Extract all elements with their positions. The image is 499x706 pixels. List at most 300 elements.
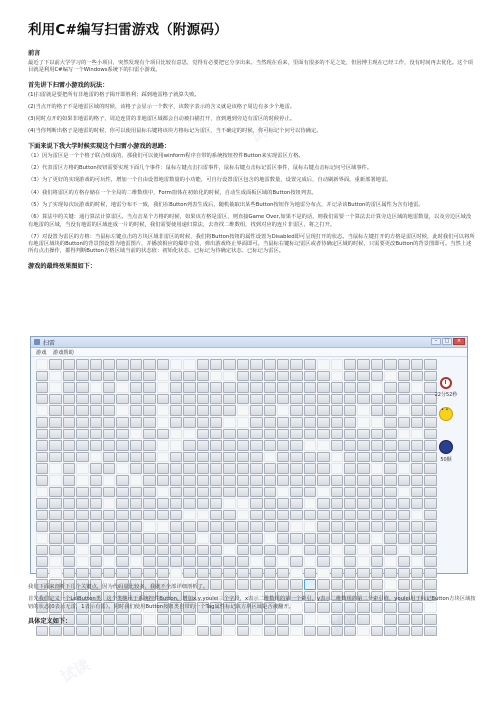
mine-cell[interactable] bbox=[157, 394, 169, 405]
mine-cell[interactable] bbox=[49, 521, 61, 532]
mine-cell[interactable] bbox=[143, 382, 155, 393]
mine-cell[interactable] bbox=[357, 498, 369, 509]
mine-cell[interactable] bbox=[411, 405, 423, 416]
mine-cell[interactable] bbox=[116, 533, 128, 544]
mine-cell[interactable] bbox=[143, 533, 155, 544]
mine-cell[interactable] bbox=[250, 359, 262, 370]
mine-cell[interactable] bbox=[143, 440, 155, 451]
mine-cell[interactable] bbox=[304, 463, 316, 474]
mine-cell[interactable] bbox=[411, 498, 423, 509]
mine-cell[interactable] bbox=[103, 568, 115, 579]
mine-cell[interactable] bbox=[36, 475, 48, 486]
mine-cell[interactable] bbox=[317, 371, 329, 382]
mine-cell[interactable] bbox=[304, 568, 316, 579]
mine-cell[interactable] bbox=[398, 417, 410, 428]
mine-cell[interactable] bbox=[264, 463, 276, 474]
mine-cell[interactable] bbox=[76, 568, 88, 579]
mine-cell[interactable] bbox=[371, 487, 383, 498]
mine-cell[interactable] bbox=[116, 463, 128, 474]
mine-cell[interactable] bbox=[170, 429, 182, 440]
mine-cell[interactable] bbox=[197, 405, 209, 416]
mine-cell[interactable] bbox=[157, 371, 169, 382]
smiley-face-icon[interactable] bbox=[439, 407, 453, 421]
mine-cell[interactable] bbox=[143, 510, 155, 521]
mine-cell[interactable] bbox=[398, 394, 410, 405]
mine-cell[interactable] bbox=[304, 487, 316, 498]
mine-cell[interactable] bbox=[90, 498, 102, 509]
mine-cell[interactable] bbox=[398, 463, 410, 474]
mine-cell[interactable] bbox=[49, 556, 61, 567]
mine-cell[interactable] bbox=[411, 568, 423, 579]
mine-cell[interactable] bbox=[331, 487, 343, 498]
mine-cell[interactable] bbox=[371, 521, 383, 532]
mine-cell[interactable] bbox=[170, 568, 182, 579]
mine-cell[interactable] bbox=[36, 521, 48, 532]
mine-cell[interactable] bbox=[290, 463, 302, 474]
mine-cell[interactable] bbox=[384, 533, 396, 544]
mine-cell[interactable] bbox=[371, 417, 383, 428]
mine-cell[interactable] bbox=[304, 371, 316, 382]
mine-cell[interactable] bbox=[398, 568, 410, 579]
mine-cell[interactable] bbox=[130, 359, 142, 370]
mine-cell[interactable] bbox=[317, 568, 329, 579]
mine-cell[interactable] bbox=[90, 487, 102, 498]
mine-cell[interactable] bbox=[237, 452, 249, 463]
mine-cell[interactable] bbox=[424, 556, 436, 567]
mine-cell[interactable] bbox=[317, 394, 329, 405]
mine-cell[interactable] bbox=[264, 382, 276, 393]
mine-cell[interactable] bbox=[143, 394, 155, 405]
mine-cell[interactable] bbox=[250, 417, 262, 428]
mine-cell[interactable] bbox=[183, 394, 195, 405]
mine-cell[interactable] bbox=[277, 533, 289, 544]
mine-cell[interactable] bbox=[157, 452, 169, 463]
mine-cell[interactable] bbox=[103, 545, 115, 556]
mine-cell[interactable] bbox=[76, 394, 88, 405]
minimize-button[interactable]: – bbox=[431, 338, 441, 345]
mine-cell[interactable] bbox=[290, 359, 302, 370]
mine-cell[interactable] bbox=[250, 463, 262, 474]
mine-cell[interactable] bbox=[264, 394, 276, 405]
mine-cell[interactable] bbox=[210, 382, 222, 393]
mine-cell[interactable] bbox=[116, 498, 128, 509]
mine-cell[interactable] bbox=[223, 394, 235, 405]
mine-cell[interactable] bbox=[36, 533, 48, 544]
mine-cell[interactable] bbox=[290, 429, 302, 440]
mine-cell[interactable] bbox=[331, 498, 343, 509]
mine-cell[interactable] bbox=[344, 452, 356, 463]
mine-cell[interactable] bbox=[157, 498, 169, 509]
mine-cell[interactable] bbox=[344, 533, 356, 544]
mine-cell[interactable] bbox=[183, 510, 195, 521]
mine-cell[interactable] bbox=[357, 533, 369, 544]
mine-cell[interactable] bbox=[130, 533, 142, 544]
mine-cell[interactable] bbox=[344, 568, 356, 579]
mine-cell[interactable] bbox=[223, 533, 235, 544]
mine-cell[interactable] bbox=[344, 440, 356, 451]
mine-cell[interactable] bbox=[331, 429, 343, 440]
mine-cell[interactable] bbox=[143, 417, 155, 428]
mine-cell[interactable] bbox=[331, 463, 343, 474]
mine-cell[interactable] bbox=[210, 429, 222, 440]
mine-cell[interactable] bbox=[237, 556, 249, 567]
mine-cell[interactable] bbox=[223, 452, 235, 463]
mine-cell[interactable] bbox=[116, 521, 128, 532]
mine-cell[interactable] bbox=[197, 382, 209, 393]
mine-cell[interactable] bbox=[116, 394, 128, 405]
mine-cell[interactable] bbox=[223, 417, 235, 428]
mine-cell[interactable] bbox=[411, 359, 423, 370]
mine-cell[interactable] bbox=[264, 475, 276, 486]
mine-cell[interactable] bbox=[116, 429, 128, 440]
mine-cell[interactable] bbox=[63, 475, 75, 486]
mine-cell[interactable] bbox=[90, 394, 102, 405]
mine-cell[interactable] bbox=[277, 382, 289, 393]
mine-cell[interactable] bbox=[277, 475, 289, 486]
mine-cell[interactable] bbox=[277, 440, 289, 451]
mine-cell[interactable] bbox=[290, 475, 302, 486]
mine-cell[interactable] bbox=[116, 405, 128, 416]
mine-cell[interactable] bbox=[76, 533, 88, 544]
mine-cell[interactable] bbox=[197, 568, 209, 579]
mine-cell[interactable] bbox=[76, 417, 88, 428]
mine-cell[interactable] bbox=[143, 568, 155, 579]
mine-cell[interactable] bbox=[197, 510, 209, 521]
mine-cell[interactable] bbox=[384, 556, 396, 567]
mine-cell[interactable] bbox=[90, 405, 102, 416]
mine-cell[interactable] bbox=[237, 487, 249, 498]
mine-cell[interactable] bbox=[197, 452, 209, 463]
mine-cell[interactable] bbox=[290, 405, 302, 416]
mine-cell[interactable] bbox=[143, 371, 155, 382]
mine-cell[interactable] bbox=[223, 568, 235, 579]
mine-cell[interactable] bbox=[398, 429, 410, 440]
mine-cell[interactable] bbox=[344, 417, 356, 428]
mine-cell[interactable] bbox=[143, 463, 155, 474]
mine-cell[interactable] bbox=[277, 521, 289, 532]
mine-cell[interactable] bbox=[130, 510, 142, 521]
mine-cell[interactable] bbox=[210, 452, 222, 463]
mine-cell[interactable] bbox=[344, 545, 356, 556]
mine-cell[interactable] bbox=[183, 382, 195, 393]
mine-cell[interactable] bbox=[116, 359, 128, 370]
menu-game[interactable]: 游戏 bbox=[36, 350, 47, 356]
mine-cell[interactable] bbox=[49, 405, 61, 416]
mine-cell[interactable] bbox=[90, 417, 102, 428]
mine-cell[interactable] bbox=[317, 405, 329, 416]
mine-cell[interactable] bbox=[157, 533, 169, 544]
mine-cell[interactable] bbox=[170, 405, 182, 416]
mine-cell[interactable] bbox=[90, 556, 102, 567]
mine-cell[interactable] bbox=[277, 463, 289, 474]
mine-cell[interactable] bbox=[290, 417, 302, 428]
mine-cell[interactable] bbox=[357, 545, 369, 556]
mine-cell[interactable] bbox=[210, 521, 222, 532]
mine-cell[interactable] bbox=[277, 568, 289, 579]
mine-cell[interactable] bbox=[183, 371, 195, 382]
mine-cell[interactable] bbox=[357, 417, 369, 428]
mine-cell[interactable] bbox=[90, 533, 102, 544]
mine-cell[interactable] bbox=[130, 475, 142, 486]
mine-cell[interactable] bbox=[304, 429, 316, 440]
mine-cell[interactable] bbox=[49, 568, 61, 579]
mine-cell[interactable] bbox=[103, 556, 115, 567]
mine-cell[interactable] bbox=[116, 510, 128, 521]
mine-cell[interactable] bbox=[90, 475, 102, 486]
mine-cell[interactable] bbox=[424, 568, 436, 579]
mine-cell[interactable] bbox=[90, 452, 102, 463]
mine-cell[interactable] bbox=[130, 521, 142, 532]
mine-cell[interactable] bbox=[304, 440, 316, 451]
mine-cell[interactable] bbox=[424, 545, 436, 556]
mine-cell[interactable] bbox=[411, 475, 423, 486]
mine-cell[interactable] bbox=[183, 521, 195, 532]
mine-cell[interactable] bbox=[237, 359, 249, 370]
mine-cell[interactable] bbox=[344, 475, 356, 486]
mine-cell[interactable] bbox=[143, 452, 155, 463]
mine-cell[interactable] bbox=[317, 487, 329, 498]
mine-cell[interactable] bbox=[90, 371, 102, 382]
mine-cell[interactable] bbox=[277, 498, 289, 509]
mine-cell[interactable] bbox=[223, 521, 235, 532]
mine-cell[interactable] bbox=[103, 533, 115, 544]
mine-cell[interactable] bbox=[210, 440, 222, 451]
mine-cell[interactable] bbox=[331, 394, 343, 405]
mine-cell[interactable] bbox=[103, 371, 115, 382]
mine-cell[interactable] bbox=[277, 429, 289, 440]
mine-cell[interactable] bbox=[223, 371, 235, 382]
mine-cell[interactable] bbox=[143, 429, 155, 440]
mine-cell[interactable] bbox=[277, 487, 289, 498]
mine-cell[interactable] bbox=[331, 417, 343, 428]
mine-cell[interactable] bbox=[183, 417, 195, 428]
mine-cell[interactable] bbox=[210, 498, 222, 509]
mine-cell[interactable] bbox=[183, 452, 195, 463]
mine-cell[interactable] bbox=[304, 359, 316, 370]
mine-cell[interactable] bbox=[130, 487, 142, 498]
mine-cell[interactable] bbox=[237, 417, 249, 428]
mine-cell[interactable] bbox=[223, 382, 235, 393]
mine-cell[interactable] bbox=[130, 382, 142, 393]
mine-cell[interactable] bbox=[398, 359, 410, 370]
mine-cell[interactable] bbox=[398, 533, 410, 544]
mine-cell[interactable] bbox=[170, 440, 182, 451]
mine-cell[interactable] bbox=[250, 405, 262, 416]
mine-cell[interactable] bbox=[290, 394, 302, 405]
mine-cell[interactable] bbox=[170, 371, 182, 382]
mine-cell[interactable] bbox=[210, 487, 222, 498]
mine-cell[interactable] bbox=[183, 475, 195, 486]
mine-cell[interactable] bbox=[183, 463, 195, 474]
mine-cell[interactable] bbox=[36, 452, 48, 463]
mine-cell[interactable] bbox=[183, 405, 195, 416]
mine-cell[interactable] bbox=[76, 475, 88, 486]
mine-cell[interactable] bbox=[331, 382, 343, 393]
mine-cell[interactable] bbox=[277, 359, 289, 370]
mine-cell[interactable] bbox=[277, 394, 289, 405]
mine-cell[interactable] bbox=[411, 440, 423, 451]
mine-cell[interactable] bbox=[103, 359, 115, 370]
mine-cell[interactable] bbox=[197, 556, 209, 567]
mine-cell[interactable] bbox=[237, 521, 249, 532]
mine-cell[interactable] bbox=[331, 371, 343, 382]
mine-cell[interactable] bbox=[264, 429, 276, 440]
mine-cell[interactable] bbox=[63, 405, 75, 416]
mine-cell[interactable] bbox=[49, 371, 61, 382]
mine-cell[interactable] bbox=[36, 487, 48, 498]
mine-cell[interactable] bbox=[357, 452, 369, 463]
mine-cell[interactable] bbox=[103, 521, 115, 532]
mine-cell[interactable] bbox=[210, 568, 222, 579]
mine-cell[interactable] bbox=[344, 498, 356, 509]
mine-cell[interactable] bbox=[344, 371, 356, 382]
mine-cell[interactable] bbox=[290, 568, 302, 579]
mine-cell[interactable] bbox=[250, 487, 262, 498]
mine-cell[interactable] bbox=[344, 510, 356, 521]
mine-cell[interactable] bbox=[384, 545, 396, 556]
mine-cell[interactable] bbox=[63, 498, 75, 509]
mine-cell[interactable] bbox=[317, 510, 329, 521]
menu-help[interactable]: 游戏帮助 bbox=[53, 350, 74, 356]
mine-cell[interactable] bbox=[170, 533, 182, 544]
mine-cell[interactable] bbox=[103, 498, 115, 509]
mine-cell[interactable] bbox=[411, 521, 423, 532]
mine-cell[interactable] bbox=[277, 545, 289, 556]
mine-cell[interactable] bbox=[76, 429, 88, 440]
mine-cell[interactable] bbox=[277, 510, 289, 521]
mine-cell[interactable] bbox=[90, 510, 102, 521]
mine-cell[interactable] bbox=[130, 371, 142, 382]
mine-cell[interactable] bbox=[357, 359, 369, 370]
mine-cell[interactable] bbox=[384, 521, 396, 532]
mine-cell[interactable] bbox=[304, 510, 316, 521]
mine-cell[interactable] bbox=[36, 371, 48, 382]
mine-cell[interactable] bbox=[290, 440, 302, 451]
mine-cell[interactable] bbox=[264, 452, 276, 463]
maximize-button[interactable]: □ bbox=[442, 338, 452, 345]
mine-cell[interactable] bbox=[304, 545, 316, 556]
mine-cell[interactable] bbox=[384, 440, 396, 451]
mine-cell[interactable] bbox=[357, 510, 369, 521]
mine-cell[interactable] bbox=[304, 394, 316, 405]
mine-cell[interactable] bbox=[371, 359, 383, 370]
mine-cell[interactable] bbox=[210, 556, 222, 567]
mine-cell[interactable] bbox=[103, 382, 115, 393]
close-button[interactable]: × bbox=[453, 338, 465, 345]
mine-cell[interactable] bbox=[317, 556, 329, 567]
mine-cell[interactable] bbox=[398, 405, 410, 416]
mine-cell[interactable] bbox=[197, 394, 209, 405]
mine-cell[interactable] bbox=[344, 487, 356, 498]
mine-cell[interactable] bbox=[157, 521, 169, 532]
mine-cell[interactable] bbox=[197, 533, 209, 544]
mine-cell[interactable] bbox=[384, 463, 396, 474]
mine-cell[interactable] bbox=[357, 405, 369, 416]
mine-cell[interactable] bbox=[237, 510, 249, 521]
mine-cell[interactable] bbox=[183, 359, 195, 370]
mine-cell[interactable] bbox=[290, 382, 302, 393]
mine-cell[interactable] bbox=[63, 556, 75, 567]
mine-cell[interactable] bbox=[371, 475, 383, 486]
mine-cell[interactable] bbox=[210, 510, 222, 521]
mine-cell[interactable] bbox=[331, 440, 343, 451]
mine-cell[interactable] bbox=[411, 556, 423, 567]
mine-cell[interactable] bbox=[63, 487, 75, 498]
mine-cell[interactable] bbox=[424, 521, 436, 532]
mine-cell[interactable] bbox=[371, 545, 383, 556]
mine-cell[interactable] bbox=[36, 510, 48, 521]
mine-cell[interactable] bbox=[76, 452, 88, 463]
mine-cell[interactable] bbox=[183, 545, 195, 556]
mine-cell[interactable] bbox=[371, 382, 383, 393]
mine-cell[interactable] bbox=[357, 440, 369, 451]
mine-cell[interactable] bbox=[264, 487, 276, 498]
mine-cell[interactable] bbox=[250, 440, 262, 451]
mine-cell[interactable] bbox=[157, 463, 169, 474]
mine-cell[interactable] bbox=[411, 429, 423, 440]
mine-cell[interactable] bbox=[277, 556, 289, 567]
mine-cell[interactable] bbox=[170, 382, 182, 393]
mine-cell[interactable] bbox=[344, 382, 356, 393]
mine-cell[interactable] bbox=[331, 568, 343, 579]
mine-cell[interactable] bbox=[36, 382, 48, 393]
mine-cell[interactable] bbox=[76, 440, 88, 451]
mine-cell[interactable] bbox=[398, 371, 410, 382]
mine-cell[interactable] bbox=[76, 556, 88, 567]
mine-cell[interactable] bbox=[264, 533, 276, 544]
mine-cell[interactable] bbox=[36, 556, 48, 567]
mine-cell[interactable] bbox=[183, 556, 195, 567]
mine-cell[interactable] bbox=[63, 463, 75, 474]
mine-cell[interactable] bbox=[36, 463, 48, 474]
mine-cell[interactable] bbox=[317, 429, 329, 440]
mine-cell[interactable] bbox=[49, 498, 61, 509]
mine-cell[interactable] bbox=[250, 556, 262, 567]
mine-cell[interactable] bbox=[197, 371, 209, 382]
mine-cell[interactable] bbox=[398, 382, 410, 393]
mine-cell[interactable] bbox=[264, 405, 276, 416]
mine-cell[interactable] bbox=[143, 487, 155, 498]
mine-cell[interactable] bbox=[197, 359, 209, 370]
mine-cell[interactable] bbox=[384, 475, 396, 486]
mine-cell[interactable] bbox=[157, 545, 169, 556]
mine-cell[interactable] bbox=[36, 417, 48, 428]
mine-cell[interactable] bbox=[49, 359, 61, 370]
mine-cell[interactable] bbox=[223, 498, 235, 509]
mine-cell[interactable] bbox=[197, 429, 209, 440]
mine-cell[interactable] bbox=[290, 371, 302, 382]
mine-cell[interactable] bbox=[264, 521, 276, 532]
mine-cell[interactable] bbox=[197, 545, 209, 556]
mine-cell[interactable] bbox=[237, 545, 249, 556]
mine-cell[interactable] bbox=[223, 510, 235, 521]
mine-cell[interactable] bbox=[90, 545, 102, 556]
mine-cell[interactable] bbox=[170, 487, 182, 498]
mine-cell[interactable] bbox=[157, 429, 169, 440]
mine-cell[interactable] bbox=[317, 475, 329, 486]
mine-cell[interactable] bbox=[116, 475, 128, 486]
mine-cell[interactable] bbox=[290, 521, 302, 532]
mine-cell[interactable] bbox=[170, 521, 182, 532]
mine-cell[interactable] bbox=[157, 440, 169, 451]
mine-cell[interactable] bbox=[331, 545, 343, 556]
mine-cell[interactable] bbox=[250, 371, 262, 382]
mine-cell[interactable] bbox=[143, 359, 155, 370]
mine-cell[interactable] bbox=[317, 533, 329, 544]
mine-cell[interactable] bbox=[49, 417, 61, 428]
mine-cell[interactable] bbox=[63, 417, 75, 428]
mine-cell[interactable] bbox=[277, 417, 289, 428]
